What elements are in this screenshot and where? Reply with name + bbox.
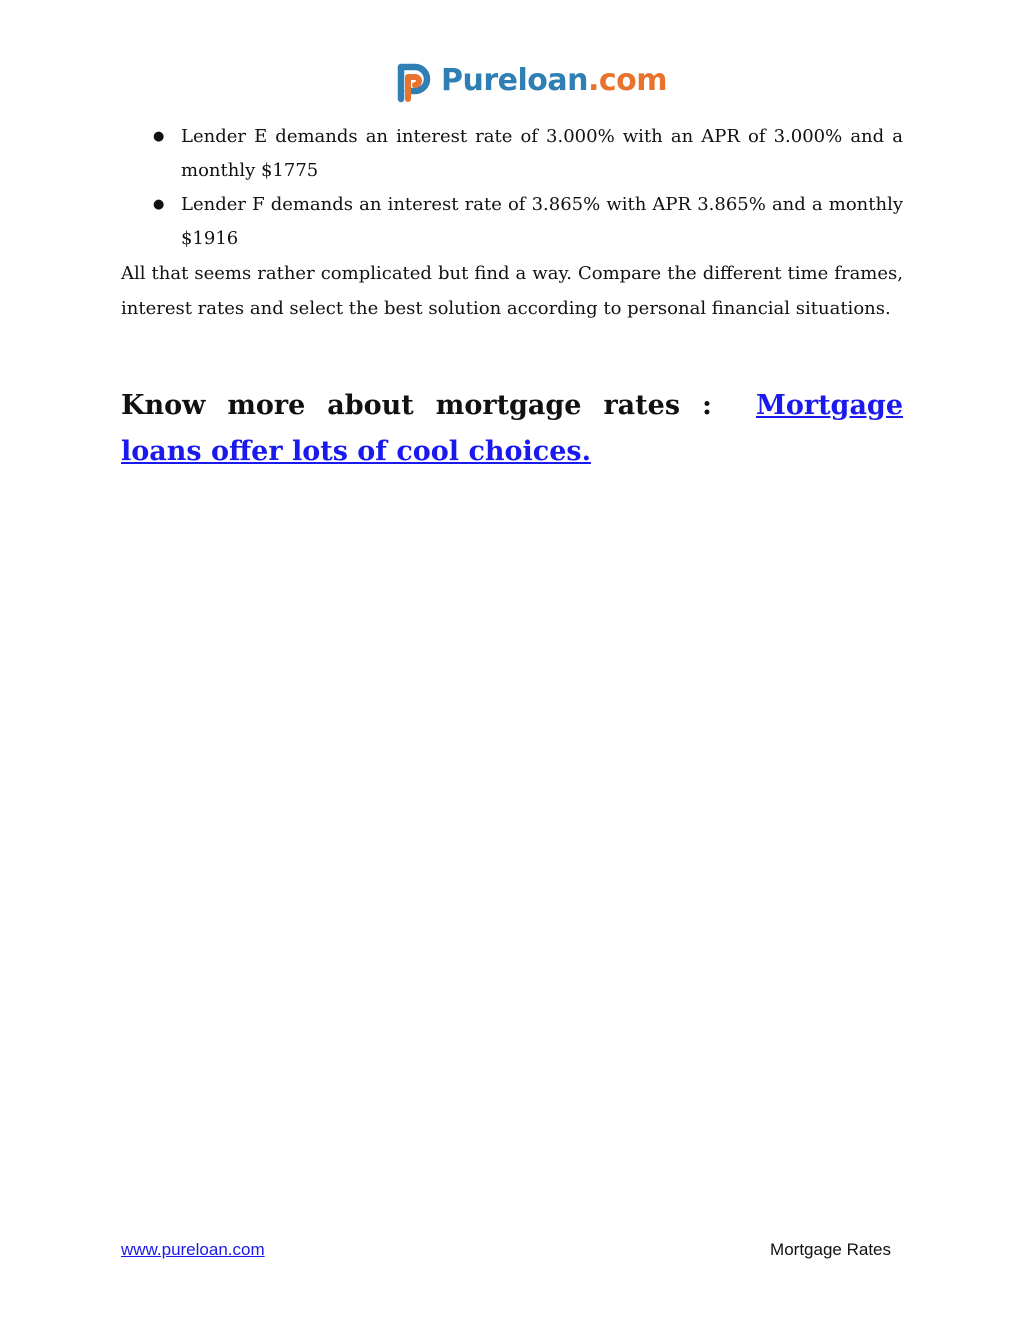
list-item-text: Lender F demands an interest rate of 3.865% with APR 3.865% and a monthly $1916 <box>181 194 903 249</box>
page-footer <box>121 1240 891 1264</box>
bullet-icon: ● <box>153 129 165 144</box>
list-item <box>121 120 903 188</box>
logo-domain: .com <box>587 63 668 98</box>
mortgage-loans-link[interactable]: Mortgage loans offer lots of cool choices. <box>121 390 903 467</box>
section-heading <box>121 383 903 475</box>
document-body <box>121 120 903 475</box>
logo-name: Pureloan <box>441 63 588 98</box>
pureloan-logo[interactable] <box>393 58 667 104</box>
heading-text: Know more about mortgage rates : <box>121 390 712 421</box>
bullet-icon: ● <box>153 197 165 212</box>
body-paragraph: All that seems rather complicated but find a way. Compare the different time frames, interest rates and select the best solution according to personal financial situations. <box>121 263 903 319</box>
pureloan-p-logo-icon <box>393 59 435 103</box>
footer-website-link[interactable]: www.pureloan.com <box>121 1240 265 1259</box>
footer-title: Mortgage Rates <box>770 1240 891 1259</box>
logo-wordmark <box>441 58 667 104</box>
lender-list <box>121 120 903 256</box>
list-item <box>121 188 903 256</box>
list-item-text: Lender E demands an interest rate of 3.000% with an APR of 3.000% and a monthly $1775 <box>181 126 903 181</box>
